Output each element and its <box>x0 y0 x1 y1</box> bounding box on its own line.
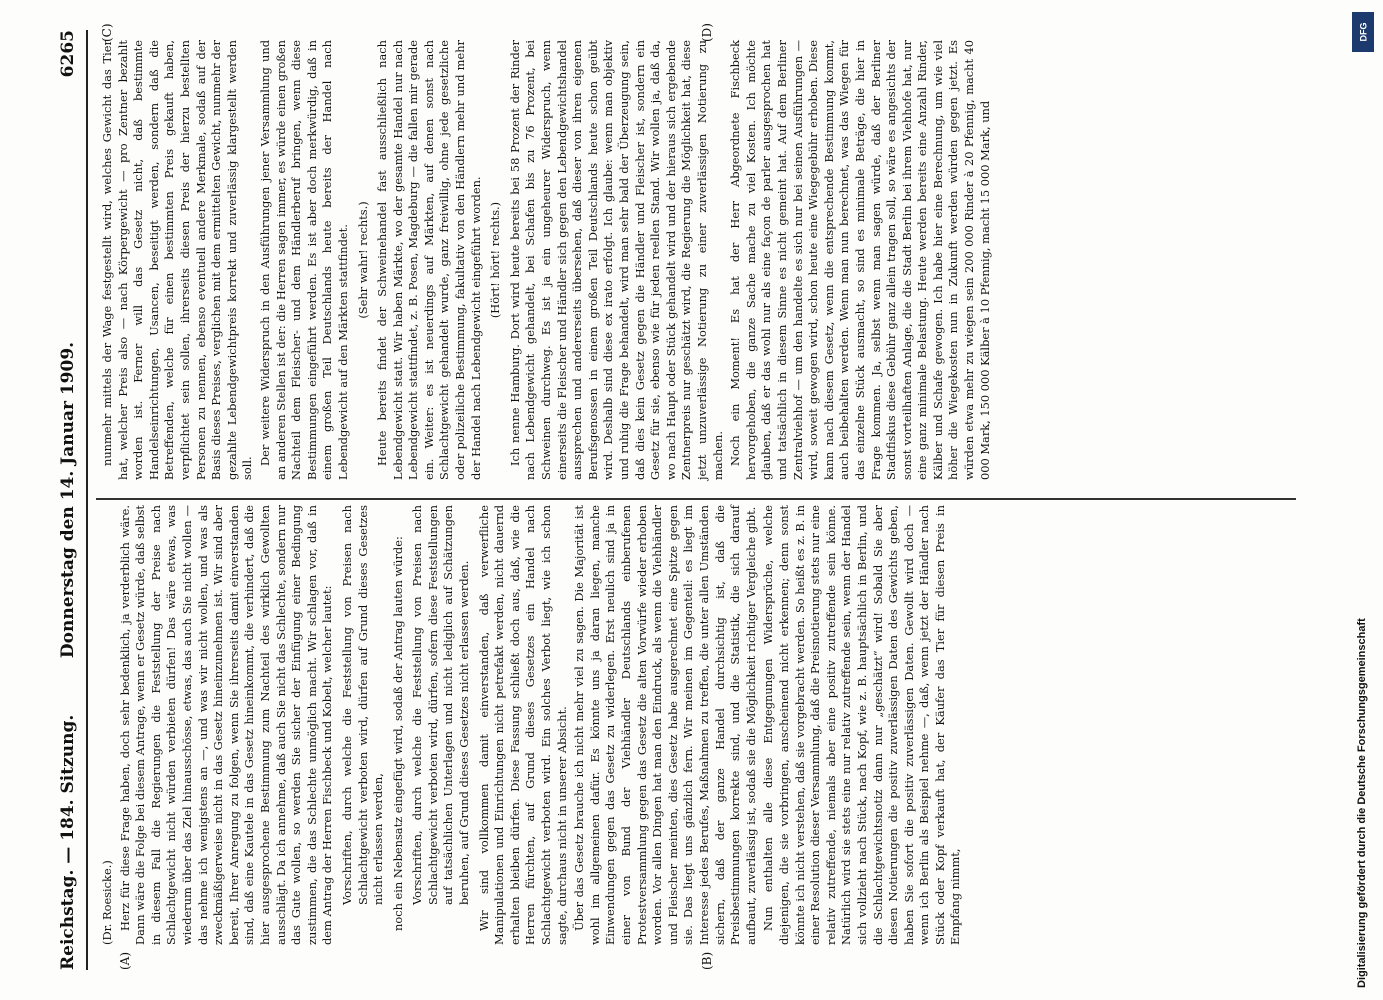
header-center: Donnerstag den 14. Januar 1909. <box>58 341 78 659</box>
right-column <box>100 40 995 480</box>
paragraph: Ich nenne Hamburg. Dort wird heute bereits bei 58 Prozent der Rinder nach Lebendgewicht gehandelt, bei Schafen bis zu 76 Prozent, bei Schweinen durchweg. Es ist ja ein ungeheurer Widerspruch, wenn einerseits die Fleischer und Händler sich gegen den Lebendgewichtshandel aussprechen und andererseits übersehen, daß dieser von ihren eigenen Berufsgenossen in einem großen Teil Deutschlands heute schon geübt wird. Deshalb sind diese ex irato erfolgt. Ich glaube: wenn man objektiv und ruhig die Frage behandelt, wird man sehr bald der Überzeugung sein, daß dies kein Gesetz gegen die Händler und Fleischer ist, sondern ein Gesetz für sie, ebenso wie für jeden reellen Stand. Wir wollen ja, daß da, wo nach Haupt oder Stück gehandelt wird und der hieraus sich ergebende Zentnerpreis nur geschätzt wird, die Regierung die Möglichkeit hat, diese jetzt unzuverlässige Notierung zu einer zuverlässigen Notierung zu machen. <box>507 40 725 480</box>
paragraph: Herz für diese Frage haben, doch sehr bedenklich, ja verderblich wäre. Dann wäre die Folge bei diesem Antrage, wenn er Gesetz würde, daß selbst in diesem Fall die Regierungen die Feststellung der Preise nach Schlachtgewicht nicht würden verbieten dürfen! Das wäre etwas, was wiederum über das Ziel hinausschösse, etwas, das auch Sie nicht wollen — das nehme ich wenigstens an —, und was wir nicht wollen, und was als zweckmäßigerweise nicht in das Gesetz hineinzunehmen ist. Wir sind aber bereit, Ihrer Anregung zu folgen, wenn Sie ihrerseits damit einverstanden sind, daß eine Kautele in das Gesetz hineinkommt, die verhindert, daß die hier ausgesprochene Bestimmung zum Nachteil des wirklich Gewollten ausschlägt. Da ich annehme, daß auch Sie nicht das Schlechte, sondern nur das Gute wollen, so werden Sie sicher der Einfügung einer Bedingung zustimmen, die das Schlechte unmöglich macht. Wir schlagen vor, daß in dem Antrag der Herren Fischbeck und Kobelt, welcher lautet: <box>117 505 335 945</box>
interjection: (Hört! hört! rechts.) <box>488 201 503 319</box>
header-left: Reichstag. — 184. Sitzung. <box>58 714 78 970</box>
quoted-motion: Vorschriften, durch welche die Feststellung von Preisen nach Schlachtgewicht verboten wird, dürfen auf Grund dieses Gesetzes nicht erlassen werden, <box>339 505 386 905</box>
paragraph: nunmehr mittels der Wage festgestellt wird, welches Gewicht das Tier hat, welcher Preis also — nach Körpergewicht — pro Zentner bezahlt worden ist. Ferner will das Gesetz nicht, daß bestimmte Handelseinrichtungen, Usancen, beseitigt werden, sondern daß die Betreffenden, welche für einen bestimmten Preis gekauft haben, verpflichtet sein sollen, ihrerseits diesen Preis der hierzu bestellten Personen zu nennen, ebenso eventuell andere Merkmale, sodaß auf der Basis dieses Preises, verglichen mit dem ermittelten Gewicht, nunmehr der gezahlte Lebendgewichtpreis korrekt und zuverlässig klargestellt werden soll. <box>100 40 255 480</box>
left-column <box>100 505 966 945</box>
page-header <box>52 30 86 970</box>
margin-mark-b: (B) <box>700 951 714 970</box>
column-divider <box>96 498 1296 500</box>
digitization-note: Digitalisierung gefördert durch die Deutsche Forschungsgemeinschaft <box>1356 618 1368 988</box>
paragraph: Heute bereits findet der Schweinehandel fast ausschließlich nach Lebendgewicht statt. Wir haben Märkte, wo der gesamte Handel nur nach Lebendgewicht stattfindet, z. B. Posen, Magdeburg — die fallen mir gerade ein. Weiter: es ist neuerdings auf Märkten, auf denen sonst nach Schlachtgewicht gehandelt wurde, ganz freiwillig, ohne jede gesetzliche oder polizeiliche Bestimmung, fakultativ von den Händlern mehr und mehr der Handel nach Lebendgewicht eingeführt worden. <box>375 40 483 480</box>
margin-mark-c: (C) <box>100 23 114 42</box>
paragraph: Noch ein Moment! Es hat der Herr Abgeordnete Fischbeck hervorgehoben, die ganze Sache mache zu viel Kosten. Ich möchte glauben, daß er das wohl nur als eine façon de parler ausgesprochen hat und tatsächlich in diesem Sinne es nicht gemeint hat. Auf dem Berliner Zentralviehhof — um den handelte es sich nur bei seinen Ausführungen — wird, soweit gewogen wird, schon heute eine Wiegegebühr erhoben. Diese kann nach diesem Gesetz, wenn die entsprechende Bestimmung kommt, auch beibehalten werden. Wenn man nun berechnet, was das Wiegen für das einzelne Stück ausmacht, so sind es minimale Beträge, die hier in Frage kommen. Ja, selbst wenn man sagen würde, daß der Berliner Stadtfiskus diese Gebühr ganz allein tragen soll, so wäre es angesichts der sonst vorteilhaften Anlage, die die Stadt Berlin bei ihrem Viehhofe hat, nur eine ganz minimale Belastung. Heute werden bereits eine Anzahl Rinder, Kälber und Schafe gewogen. Ich habe hier eine Berechnung, um wie viel höher die Wiegekosten nun in Zukunft werden würden gegen jetzt. Es würden etwa mehr zu wiegen sein 200 000 Rinder à 20 Pfennig, macht 40 000 Mark, 150 000 Kälber à 10 Pfennig, macht 15 000 Mark, und <box>728 40 992 480</box>
paragraph: Nun enthalten alle diese Entgegnungen Widersprüche, welche diejenigen, die sie vorbringen, anscheinend nicht erkennen; denn sonst könnte ich nicht verstehen, daß sie vorgebracht werden. So heißt es z. B. in einer Resolution dieser Versammlung, daß die Preisnotierung stets nur eine relativ zutreffende, niemals aber eine positiv zutreffende sein könne. Natürlich wird sie stets eine nur relativ zutreffende sein, wenn der Handel sich vollzieht nach Stück, nach Kopf, wie z. B. hauptsächlich in Berlin, und die Schlachtgewichtsnotiz dann nur „geschätzt“ wird! Sobald Sie aber diesen Notierungen die positiv zuverlässigen Daten des Gewichts geben, haben Sie sofort die positiv zuverlässigen Daten. Gewollt wird doch — wenn ich Berlin als Beispiel nehme —, daß, wenn jetzt der Händler nach Stück oder Kopf verkauft hat, der Käufer das Tier für diesen Preis in Empfang nimmt, <box>761 505 963 945</box>
header-rule <box>86 30 88 970</box>
paragraph: Der weitere Widerspruch in den Ausführungen jener Versammlung und an anderen Stellen ist der: die Herren sagen immer, es würde einen großen Nachteil dem Fleischer- und dem Händlerberuf bringen, wenn diese Bestimmungen eingeführt werden. Es ist aber doch merkwürdig, daß in einem großen Teil Deutschlands heute bereits der Handel nach Lebendgewicht auf den Märkten stattfindet. <box>257 40 350 480</box>
page-number: 6265 <box>58 30 78 78</box>
dfg-logo: DFG <box>1352 12 1374 52</box>
quoted-motion: Vorschriften, durch welche die Feststellung von Preisen nach Schlachtgewicht verboten wird, dürfen, sofern diese Feststellungen auf tatsächlichen Unterlagen und nicht lediglich auf Schätzungen beruhen, auf Grund dieses Gesetzes nicht erlassen werden. <box>410 505 472 905</box>
interjection: (Sehr wahr! rechts.) <box>355 201 370 319</box>
margin-mark-d: (D) <box>700 23 714 42</box>
digitization-sidebar <box>1350 12 1376 988</box>
speaker-name: (Dr. Roesicke.) <box>100 860 114 945</box>
paragraph: noch ein Nebensatz eingefügt wird, sodaß der Antrag lauten würde: <box>390 536 405 931</box>
margin-mark-a: (A) <box>118 951 132 970</box>
paragraph: Wir sind vollkommen damit einverstanden, daß verwerfliche Manipulationen und Einrichtungen nicht petrefakt werden, nicht dauernd erhalten bleiben dürfen. Diese Fassung schließt doch aus, daß, wie die Herren fürchten, auf Grund dieses Gesetzes ein Handel nach Schlachtgewicht verboten wird. Ein solches Verbot liegt, wie ich schon sagte, durchaus nicht in unserer Absicht. <box>476 505 569 945</box>
paragraph: Über das Gesetz brauche ich nicht mehr viel zu sagen. Die Majorität ist wohl im allgemeinen dafür. Es könnte uns ja daran liegen, manche Einwendungen gegen das Gesetz zu widerlegen. Erst neulich sind ja in einer von Bund der Viehhändler Deutschlands einberufenen Protestversammlung gegen das Gesetz die alten Vorwürfe wieder erhoben worden. Vor allen Dingen hat man den Eindruck, als wenn die Viehhändler und Fleischer meinten, dies Gesetz habe ausgerechnet eine Spitze gegen sie. Das liegt uns gänzlich fern. Wir meinen im Gegenteil: es liegt im Interesse jedes Berufes, Maßnahmen zu treffen, die unter allen Umständen sichern, daß der ganze Handel durchsichtig ist, daß die Preisbestimmungen korrekte sind, und die Statistik, die sich darauf aufbaut, zuverlässig ist, sodaß sie die Möglichkeit richtiger Vergleiche gibt. <box>572 505 758 945</box>
